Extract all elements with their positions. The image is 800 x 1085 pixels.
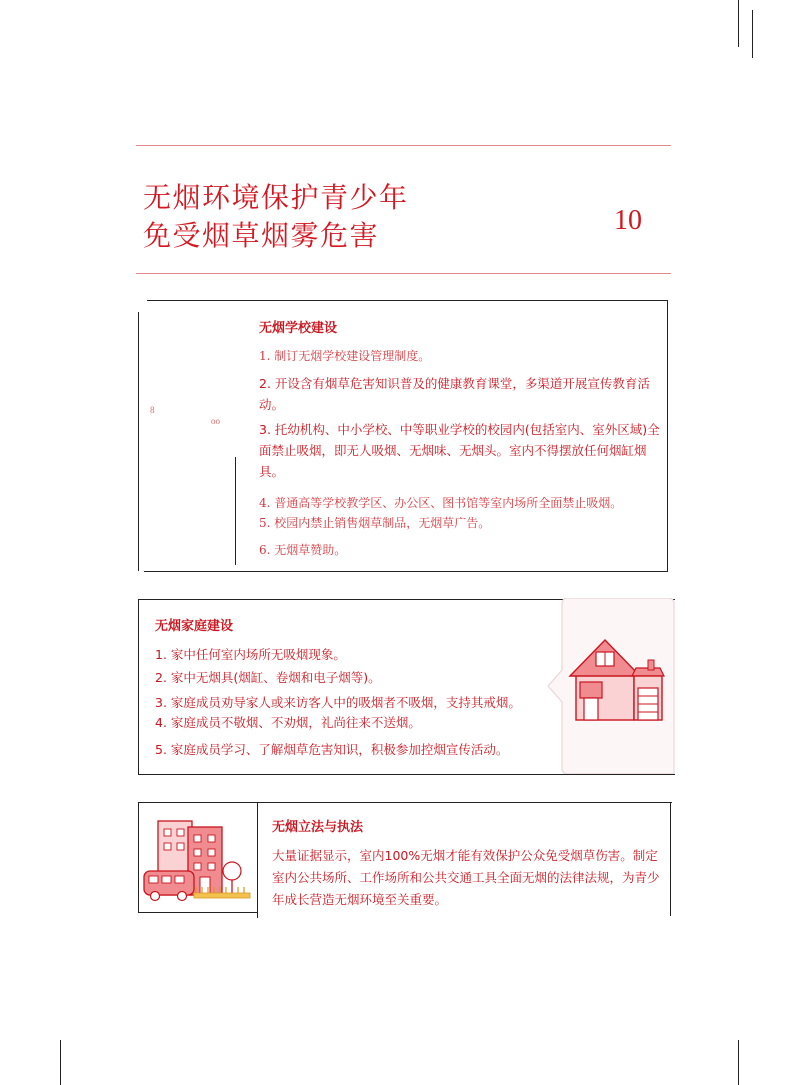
school-border-right (667, 300, 668, 571)
family-item-5: 5. 家庭成员学习、了解烟草危害知识，积极参加控烟宣传活动。 (155, 742, 509, 757)
page-number: 10 (614, 205, 642, 236)
law-section-title: 无烟立法与执法 (272, 820, 364, 835)
header-bottom-rule (136, 273, 671, 274)
header-top-rule (136, 145, 671, 146)
family-item-1: 1. 家中任何室内场所无吸烟现象。 (155, 647, 346, 662)
school-border-left (138, 312, 139, 571)
law-border-top (138, 802, 672, 803)
crop-mark-top-right-1 (738, 0, 739, 47)
school-item-2: 2. 开设含有烟草危害知识普及的健康教育课堂，多渠道开展宣传教育活动。 (259, 376, 650, 412)
school-item-1: 1. 制订无烟学校建设管理制度。 (259, 349, 431, 363)
law-paragraph: 大量证据显示，室内100%无烟才能有效保护公众免受烟草伤害。制定室内公共场所、工作场所和公共交通工具全面无烟的法律法规，为青少年成长营造无烟环境至关重要。 (272, 848, 660, 907)
crop-mark-bottom-right (738, 1040, 739, 1085)
crop-mark-bottom-left (60, 1040, 61, 1085)
school-mark-b: oo (211, 416, 220, 426)
school-inner-divider (235, 457, 236, 565)
school-item-5: 5. 校园内禁止销售烟草制品，无烟草广告。 (259, 516, 491, 530)
crop-mark-top-right-2 (752, 10, 753, 58)
law-inner-divider (257, 802, 258, 918)
family-section-title: 无烟家庭建设 (155, 619, 234, 634)
school-border-bottom (144, 571, 668, 572)
school-mark-a: 8 (150, 405, 155, 415)
school-border-top (147, 300, 667, 301)
house-icon (548, 598, 676, 774)
family-item-3: 3. 家庭成员劝导家人或来访客人中的吸烟者不吸烟，支持其戒烟。 (155, 695, 521, 710)
school-item-3: 3. 托幼机构、中小学校、中等职业学校的校园内(包括室内、室外区域)全面禁止吸烟，即无人吸烟、无烟味、无烟头。室内不得摆放任何烟缸烟具。 (259, 422, 660, 479)
law-border-bottom (138, 912, 258, 913)
family-border-bottom (138, 774, 675, 775)
page-title-line1: 无烟环境保护青少年 (143, 181, 409, 214)
family-item-2: 2. 家中无烟具(烟缸、卷烟和电子烟等)。 (155, 670, 381, 685)
family-item-4: 4. 家庭成员不敬烟、不劝烟，礼尚往来不送烟。 (155, 715, 421, 730)
school-item-6: 6. 无烟草赞助。 (259, 543, 347, 557)
page-title-line2: 免受烟草烟雾危害 (143, 219, 380, 252)
family-border-left (138, 599, 139, 775)
buildings-icon (140, 815, 252, 907)
law-border-right (670, 802, 671, 916)
school-item-4: 4. 普通高等学校教学区、办公区、图书馆等室内场所全面禁止吸烟。 (259, 496, 623, 510)
school-section-title: 无烟学校建设 (259, 321, 338, 336)
